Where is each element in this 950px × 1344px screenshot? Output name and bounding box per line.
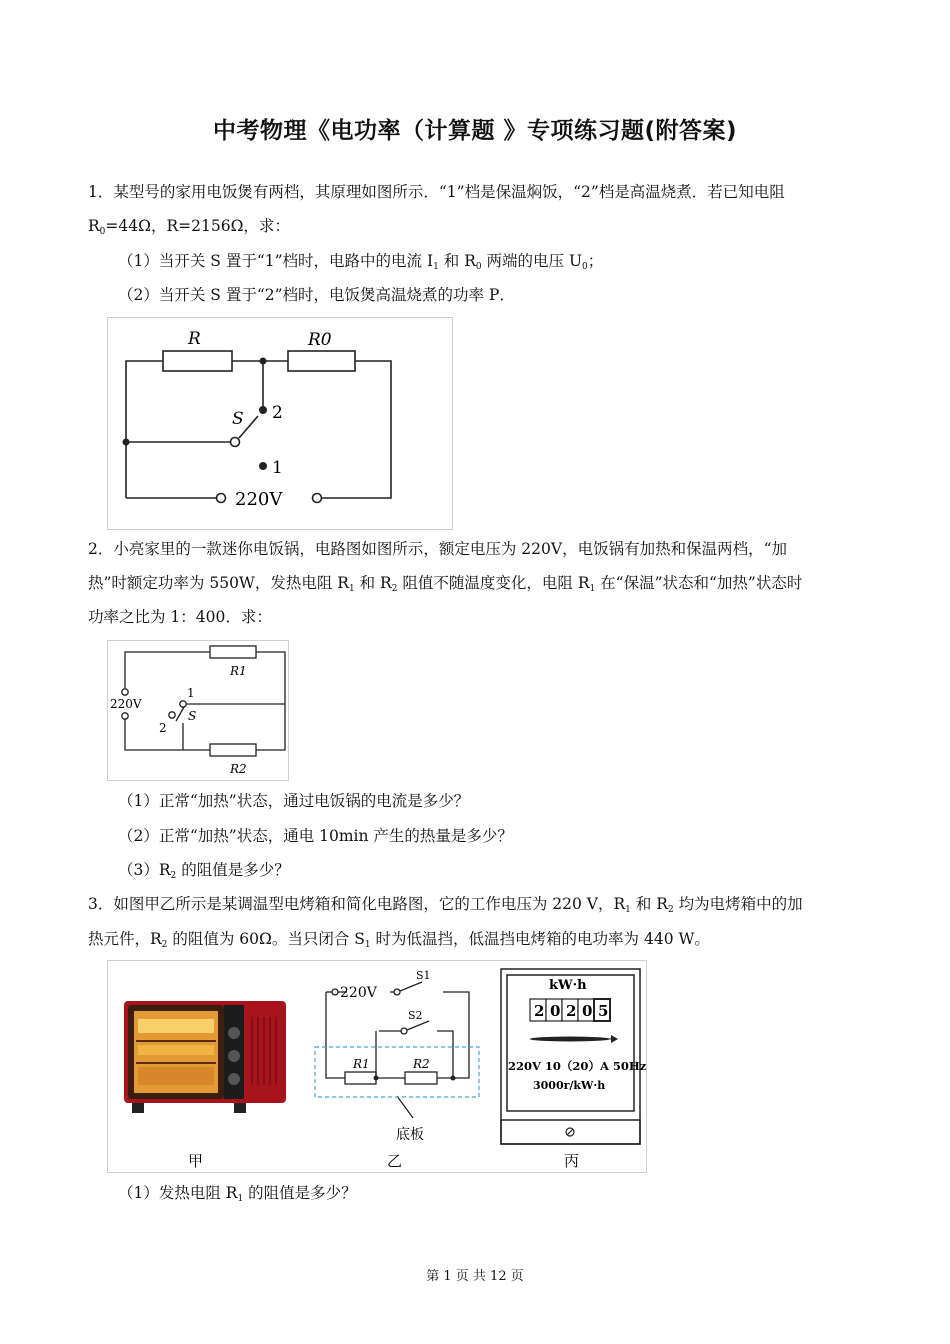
label-bing: 丙 [564,1152,580,1170]
meter-digit: 5 [598,1002,609,1020]
page-footer: 第 1 页 共 12 页 [426,1269,524,1284]
q1-label-s: S [232,409,244,429]
meter-digit: 0 [550,1002,561,1020]
q3-label-s2: S2 [408,1009,423,1022]
meter-rev: 3000r/kW·h [533,1079,606,1092]
q1-label-2: 2 [272,403,283,423]
page-title: 中考物理《电功率（计算题 》专项练习题(附答案) [212,118,738,144]
q3-label-r2: R2 [413,1057,430,1071]
label-yi: 乙 [387,1152,403,1170]
q2-label-r2: R2 [230,762,247,776]
q1-label-1: 1 [272,458,283,478]
q2-sub2: （2）正常“加热”状态，通电 10min 产生的热量是多少？ [118,827,513,845]
meter-digit-boxes [530,999,610,1021]
q3-figure [107,960,647,1173]
q3-label-base: 底板 [396,1127,424,1143]
q1-line1: 1．某型号的家用电饭煲有两档，其原理如图所示．“1”档是保温焖饭，“2”档是高温烧煮．若已知电阻 [88,183,785,201]
q3-label-220v: 220V [340,985,377,1001]
q2-label-2: 2 [159,721,167,735]
q1-sub2: （2）当开关 S 置于“2”档时，电饭煲高温烧煮的功率 P． [118,286,515,304]
meter-digit: 2 [566,1002,577,1020]
q2-line2: 热”时额定功率为 550W，发热电阻 $R_1$ 和 $R_2$ 阻值不随温度变化，电阻 $R_1$ 在“保温”状态和“加热”状态时 [88,574,803,594]
q3-label-s1: S1 [416,969,431,982]
q2-line3: 功率之比为 1：400．求： [88,608,272,626]
q1-label-r0: R0 [308,330,332,350]
q2-line1: 2．小亮家里的一款迷你电饭锅，电路图如图所示，额定电压为 220V，电饭锅有加热和保温两档，“加 [88,540,787,558]
q1-circuit-figure [107,317,453,530]
meter-spec: 220V 10（20）A 50Hz [508,1059,646,1073]
q2-circuit-figure [107,640,289,781]
q2-label-220v: 220V [110,697,142,711]
meter-digit: 2 [534,1002,545,1020]
meter-digit: 0 [582,1002,593,1020]
q3-label-r1: R1 [353,1057,370,1071]
q1-sub1: （1）当开关 S 置于“1”档时，电路中的电流 $I_1$ 和 $R_0$ 两端的电压 $U_0$； [118,252,604,272]
q1-label-r: R [188,329,201,349]
meter-unit: kW·h [549,978,587,993]
label-jia: 甲 [188,1152,204,1170]
q2-label-r1: R1 [230,664,247,678]
q2-label-s: S [188,709,197,723]
q2-sub3: $(3)R_2$ 的阻值是多少？ [118,861,290,881]
q1-label-220v: 220V [235,489,283,510]
meter-terminal-icon [566,1128,574,1136]
q2-label-1: 1 [187,686,195,700]
oven-illustration [124,1001,286,1113]
q1-line2: $R_0=44\Omega$，R=2156Ω，求： [88,217,290,237]
q2-sub1: （1）正常“加热”状态，通过电饭锅的电流是多少？ [118,792,470,810]
q3-line2: 热元件，$R_2$ 的阻值为 60Ω。当只闭合 $S_1$ 时为低温挡，低温挡电烤箱的电功率为 440 W。 [88,930,710,950]
q3-line1: 3．如图甲乙所示是某调温型电烤箱和简化电路图，它的工作电压为 220 V，$R_1$ 和 $R_2$ 均为电烤箱中的加 [88,895,803,915]
q3-sub1: （1）发热电阻 $R_1$ 的阻值是多少？ [118,1184,357,1204]
